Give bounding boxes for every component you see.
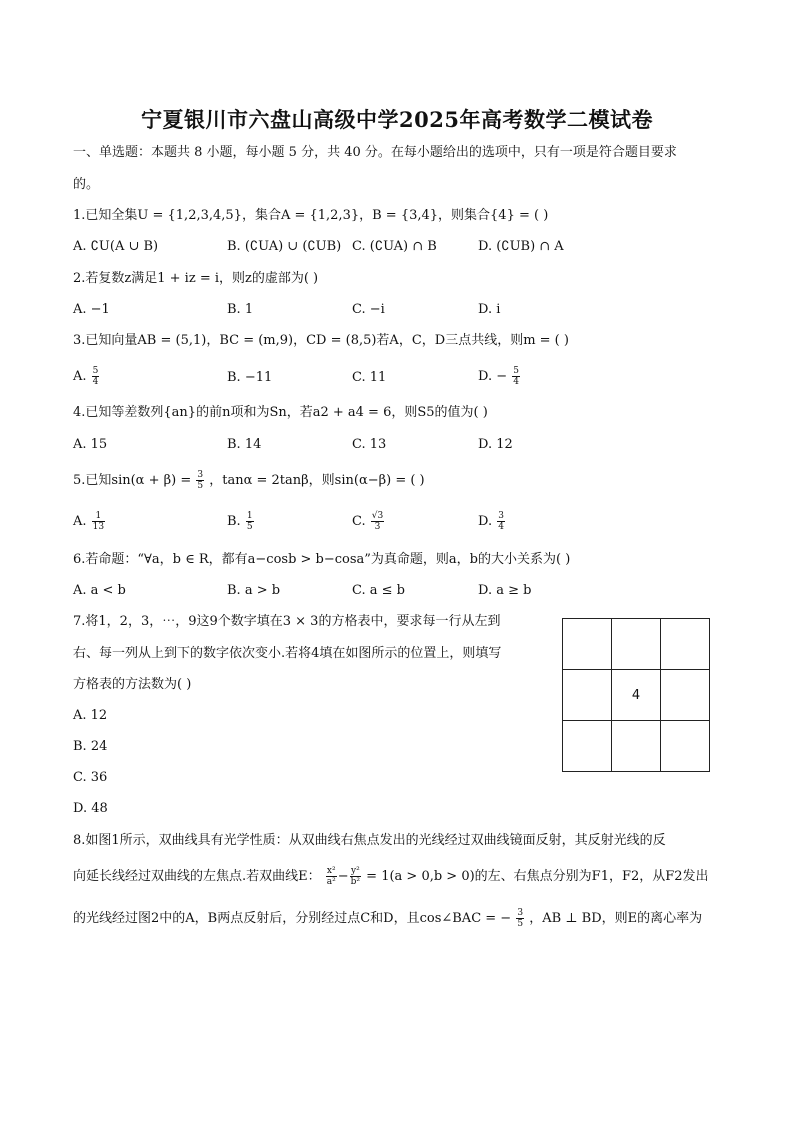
question-7-stem-line1: 7.将1，2，3，⋯，9这9个数字填在3 × 3的方格表中，要求每一行从左到 xyxy=(73,614,501,629)
q2-option-c[interactable]: C. −i xyxy=(352,302,385,317)
question-5-stem xyxy=(73,470,425,491)
q5-option-a-fraction: $\frac{1}{13}$ xyxy=(92,511,105,532)
question-4-stem: 4.已知等差数列{an}的前n项和为Sn，若a2 + a4 = 6，则S5的值为( ) xyxy=(73,405,488,420)
grid-cell xyxy=(563,670,612,721)
q3-option-a-label: A. xyxy=(73,369,87,384)
q3-option-d-label: D. − xyxy=(478,369,508,384)
page-title: 宁夏银川市六盘山高级中学2025年高考数学二模试卷 xyxy=(141,107,653,132)
q7-option-b[interactable]: B. 24 xyxy=(73,739,108,754)
q6-option-a[interactable]: A. a < b xyxy=(73,583,126,598)
q5-option-c-label: C. xyxy=(352,514,366,529)
grid-cell xyxy=(661,721,710,772)
section-heading: 一、单选题：本题共 8 小题，每小题 5 分，共 40 分。在每小题给出的选项中，只有一项是符合题目要求 xyxy=(73,145,677,160)
question-2-stem: 2.若复数z满足1 + iz = i，则z的虚部为( ) xyxy=(73,271,319,286)
question-6-stem: 6.若命题：“∀a，b ∈ R，都有a−cosb > b−cosa”为真命题，则a，b的大小关系为( ) xyxy=(73,552,571,567)
q3-option-c[interactable]: C. 11 xyxy=(352,370,387,385)
question-7-stem-line3: 方格表的方法数为( ) xyxy=(73,677,192,692)
q1-option-b[interactable]: B. (∁UA) ∪ (∁UB) xyxy=(227,239,342,254)
q1-option-d[interactable]: D. (∁UB) ∩ A xyxy=(478,239,564,254)
q7-option-c[interactable]: C. 36 xyxy=(73,770,108,785)
q5-option-d-label: D. xyxy=(478,514,493,529)
grid-cell-center: 4 xyxy=(611,670,660,721)
q5-option-c-fraction: $\frac{√3}{3}$ xyxy=(371,511,384,532)
q5-stem-part1: 5.已知sin(α + β) = xyxy=(73,473,192,488)
q5-option-b-fraction: $\frac{1}{5}$ xyxy=(246,511,253,532)
q8-line3-part2: ，AB ⊥ BD，则E的离心率为 xyxy=(529,911,703,926)
q4-option-c[interactable]: C. 13 xyxy=(352,437,387,452)
question-8-stem-line1: 8.如图1所示，双曲线具有光学性质：从双曲线右焦点发出的光线经过双曲线镜面反射，其反射光线的反 xyxy=(73,833,666,848)
question-7-stem-line2: 右、每一列从上到下的数字依次变小.若将4填在如图所示的位置上，则填写 xyxy=(73,646,502,661)
grid-cell xyxy=(611,619,660,670)
q5-option-d[interactable] xyxy=(478,511,506,532)
q8-line3-part1: 的光线经过图2中的A，B两点反射后，分别经过点C和D，且cos∠BAC = − xyxy=(73,911,512,926)
grid-cell xyxy=(563,721,612,772)
q7-grid-figure xyxy=(562,618,710,772)
q3-option-d[interactable] xyxy=(478,366,521,387)
q3-option-a-fraction: $\frac{5}{4}$ xyxy=(92,366,99,387)
q4-option-b[interactable]: B. 14 xyxy=(227,437,262,452)
q6-option-b[interactable]: B. a > b xyxy=(227,583,281,598)
question-1-stem: 1.已知全集U = {1,2,3,4,5}，集合A = {1,2,3}，B = {3,4}，则集合{4} = ( ) xyxy=(73,208,549,223)
grid-row xyxy=(563,670,710,721)
q6-option-d[interactable]: D. a ≥ b xyxy=(478,583,532,598)
q8-line2-part1: 向延长线经过双曲线的左焦点.若双曲线E： xyxy=(73,869,321,884)
q1-option-c[interactable]: C. (∁UA) ∩ B xyxy=(352,239,437,254)
q5-stem-fraction: $\frac{3}{5}$ xyxy=(197,470,204,491)
q7-option-a[interactable]: A. 12 xyxy=(73,708,108,723)
q2-option-a[interactable]: A. −1 xyxy=(73,302,110,317)
grid-cell xyxy=(563,619,612,670)
section-heading-cont: 的。 xyxy=(73,177,100,192)
q2-option-b[interactable]: B. 1 xyxy=(227,302,254,317)
grid-cell xyxy=(661,670,710,721)
question-3-stem: 3.已知向量AB = (5,1)，BC = (m,9)，CD = (8,5)若A，C，D三点共线，则m = ( ) xyxy=(73,333,569,348)
q3-option-d-fraction: $\frac{5}{4}$ xyxy=(513,366,519,387)
q5-option-a-label: A. xyxy=(73,514,87,529)
grid-cell xyxy=(661,619,710,670)
q8-line2-part2: = 1(a > 0,b > 0)的左、右焦点分别为F1，F2，从F2发出 xyxy=(366,869,709,884)
q2-option-d[interactable]: D. i xyxy=(478,302,501,317)
q8-fraction-x: $\frac{\text{x²}}{\text{a²}}$ xyxy=(326,866,336,887)
q8-fraction-y: $\frac{\text{y²}}{\text{b²}}$ xyxy=(350,866,361,887)
grid-cell xyxy=(611,721,660,772)
q5-option-b[interactable] xyxy=(227,511,255,532)
q6-option-c[interactable]: C. a ≤ b xyxy=(352,583,405,598)
question-8-stem-line2: 向延长线经过双曲线的左焦点.若双曲线E： $\frac{\text{x²}}{\text{a²}}$ − $\frac{\text{y²}}{\text{b²}}$ = 1(a > 0,b > 0)的左、右焦点分别为F1，F2，从F2发出 xyxy=(73,866,709,887)
q5-option-d-fraction: $\frac{3}{4}$ xyxy=(498,511,504,532)
question-8-stem-line3 xyxy=(73,908,702,929)
q3-option-a[interactable] xyxy=(73,366,100,387)
q5-option-b-label: B. xyxy=(227,514,241,529)
q7-option-d[interactable]: D. 48 xyxy=(73,801,108,816)
q1-option-a[interactable]: A. ∁U(A ∪ B) xyxy=(73,239,159,254)
q4-option-d[interactable]: D. 12 xyxy=(478,437,513,452)
q4-option-a[interactable]: A. 15 xyxy=(73,437,108,452)
grid-row xyxy=(563,619,710,670)
q8-line3-fraction: $\frac{3}{5}$ xyxy=(517,908,524,929)
q3-option-b[interactable]: B. −11 xyxy=(227,370,273,385)
q5-option-c[interactable] xyxy=(352,511,385,532)
q5-option-a[interactable] xyxy=(73,511,106,532)
grid-row xyxy=(563,721,710,772)
q5-stem-part2: ，tanα = 2tanβ，则sin(α−β) = ( ) xyxy=(209,473,425,488)
